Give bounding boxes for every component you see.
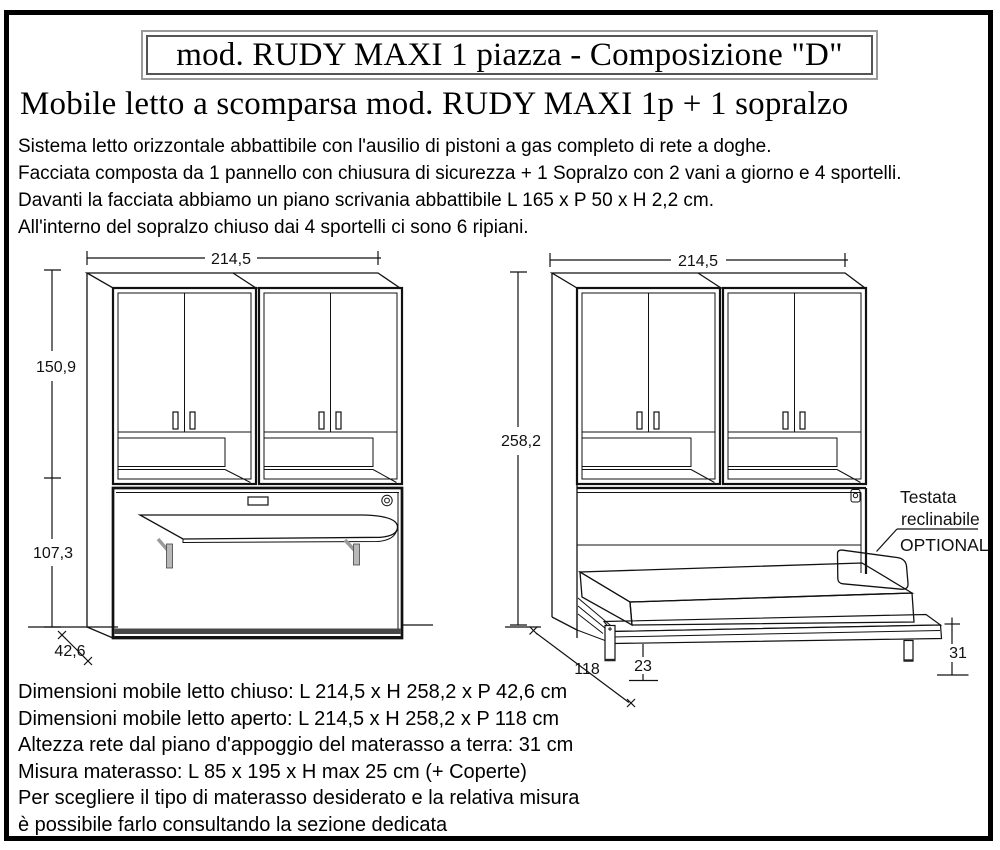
door-handle — [190, 412, 195, 429]
open-height-label: 258,2 — [500, 433, 542, 450]
page-title: mod. RUDY MAXI 1 piazza - Composizione "D" — [176, 36, 843, 73]
door-handle — [637, 412, 642, 429]
open-shelf-back — [728, 438, 837, 467]
platform-height-label: 23 — [634, 658, 652, 675]
top-face-divider — [233, 273, 256, 288]
headboard-note-line1: Testata — [900, 487, 957, 507]
lock-icon-center — [385, 498, 390, 503]
leader-line — [877, 529, 898, 552]
closed-lower-height-label: 107,3 — [32, 545, 74, 562]
side-panel-bottom — [87, 627, 113, 638]
open-width-label: 214,5 — [677, 253, 719, 270]
description-line: Sistema letto orizzontale abbattibile con l'ausilio di pistoni a gas completo di rete a doghe. — [18, 136, 772, 157]
dimensions-summary — [18, 679, 579, 838]
description-line: Davanti la facciata abbiamo un piano scrivania abbattibile L 165 x P 50 x H 2,2 cm. — [18, 190, 715, 211]
mattress-foot-side — [580, 572, 632, 625]
drawing-closed-cabinet — [28, 251, 433, 665]
desk-bracket-leg — [354, 544, 360, 565]
headboard-optional-label: OPTIONAL — [900, 535, 989, 555]
door-handle — [319, 412, 324, 429]
side-panel-bottom — [552, 617, 577, 630]
spec-line: Dimensioni mobile letto chiuso: L 214,5 x H 258,2 x P 42,6 cm — [18, 681, 568, 703]
spec-line: Dimensioni mobile letto aperto: L 214,5 x H 258,2 x P 118 cm — [18, 707, 560, 730]
door-handle — [654, 412, 659, 429]
lock-icon — [382, 495, 392, 505]
bed-handle — [248, 497, 268, 505]
bed-height-label: 31 — [949, 645, 967, 662]
door-handle — [336, 412, 341, 429]
bed-leg-right — [904, 641, 913, 662]
open-shelf-perspective — [225, 470, 251, 483]
page-subtitle: Mobile letto a scomparsa mod. RUDY MAXI 1p + 1 sopralzo — [20, 86, 849, 122]
closed-width-label: 214,5 — [210, 251, 252, 268]
desk-top — [140, 515, 398, 539]
lock-icon — [851, 490, 860, 503]
spec-line: è possibile farlo consultando la sezione dedicata — [18, 813, 448, 836]
headboard-note-line2: reclinabile — [901, 509, 980, 529]
open-shelf-back — [264, 438, 373, 467]
mattress-top — [580, 563, 912, 602]
door-handle — [800, 412, 805, 429]
open-depth-label: 118 — [574, 661, 600, 678]
open-shelf-perspective — [373, 470, 397, 483]
spec-line: Per scegliere il tipo di materasso desiderato e la relativa misura — [18, 787, 580, 809]
closed-depth-label: 42,6 — [54, 643, 86, 660]
open-shelf-back — [118, 438, 225, 467]
drawing-open-bed — [501, 253, 989, 707]
door-handle — [783, 412, 788, 429]
closed-upper-height-label: 150,9 — [35, 359, 77, 376]
desk-edge-thickness — [183, 530, 397, 543]
door-handle — [173, 412, 178, 429]
open-shelf-back — [582, 438, 691, 467]
description-line: Facciata composta da 1 pannello con chiusura di sicurezza + 1 Sopralzo con 2 vani a giorno e 4 sportelli. — [18, 163, 902, 184]
top-face-divider — [698, 273, 721, 288]
fold-rail — [578, 598, 613, 628]
bed-base-band — [115, 629, 401, 635]
open-shelf-perspective — [691, 470, 715, 483]
description-line: All'interno del sopralzo chiuso dai 4 sportelli ci sono 6 ripiani. — [18, 217, 529, 238]
spec-line: Altezza rete dal piano d'appoggio del materasso a terra: 31 cm — [18, 734, 574, 756]
open-shelf-perspective — [837, 470, 861, 483]
desk-bracket-leg — [167, 544, 173, 568]
lock-icon-center — [853, 493, 857, 497]
spec-line: Misura materasso: L 85 x 195 x H max 25 cm (+ Coperte) — [18, 760, 527, 783]
